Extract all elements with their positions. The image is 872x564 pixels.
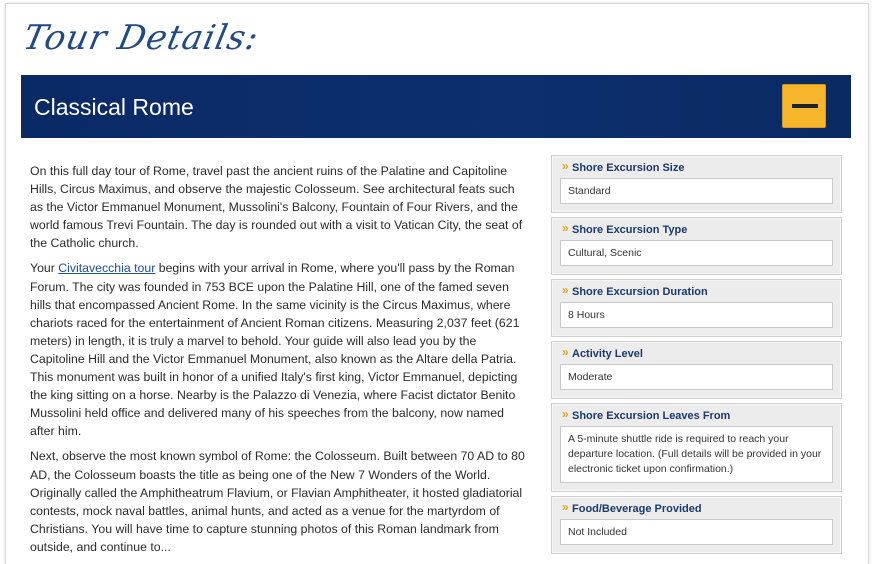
excursion-details <box>551 155 842 558</box>
chevron-right-icon: » <box>562 345 569 359</box>
tour-description <box>30 162 530 563</box>
detail-value: Not Included <box>560 519 833 545</box>
detail-activity-level <box>551 341 842 399</box>
description-p2-text: begins with your arrival in Rome, where you'll pass by the Roman Forum. The city was founded in 753 BCE upon the Palatine Hill, one of the famed seven hills that encompassed Ancient Rome. In the same vicinity is the Circus Maximus, where chariots raced for the entertainment of Ancient Roman citizens. Measuring 2,037 feet (621 meters) in length, it is truly a marvel to behold. Your guide will also lead you by the Capitoline Hill and the Victor Emmanuel Monument, also known as the Altare della Patria. This monument was built in honor of a unified Italy's first king, Victor Emmanuel, depicting the king sitting on a horse. Nearby is the Palazzo di Venezia, where Facist dictator Benito Mussolini held office and delivered many of his speeches from the balcony, now named after him. <box>30 261 520 439</box>
detail-value: Moderate <box>560 364 833 390</box>
detail-label: Shore Excursion Size <box>572 162 685 174</box>
detail-leaves-from <box>551 403 842 492</box>
minus-icon <box>792 104 818 108</box>
description-paragraph-1: On this full day tour of Rome, travel past the ancient ruins of the Palatine and Capitoline Hills, Circus Maximus, and observe the majestic Colosseum. See architectural feats such as the Victor Emmanuel Monument, Mussolini's Balcony, Fountain of Four Rivers, and the world famous Trevi Fountain. The day is rounded out with a visit to Vatican City, the seat of the Catholic church. <box>30 164 523 251</box>
detail-label: Shore Excursion Leaves From <box>572 410 731 422</box>
detail-value: Cultural, Scenic <box>560 240 833 266</box>
detail-size <box>551 155 842 213</box>
tour-banner <box>21 75 851 138</box>
detail-label: Food/Beverage Provided <box>572 503 702 515</box>
chevron-right-icon: » <box>562 407 569 421</box>
civitavecchia-tour-link[interactable]: Civitavecchia tour <box>58 261 156 276</box>
chevron-right-icon: » <box>562 159 569 173</box>
detail-value: 8 Hours <box>560 302 833 328</box>
detail-duration <box>551 279 842 337</box>
description-paragraph-2 <box>30 259 530 440</box>
tour-details-panel <box>5 3 869 564</box>
chevron-right-icon: » <box>562 221 569 235</box>
detail-label: Shore Excursion Duration <box>572 286 708 298</box>
detail-label: Shore Excursion Type <box>572 224 688 236</box>
detail-value: A 5-minute shuttle ride is required to reach your departure location. (Full details will be provided in your electronic ticket upon confirmation.) <box>560 426 833 483</box>
description-p2-prefix: Your <box>30 261 59 276</box>
detail-type <box>551 217 842 275</box>
tour-title: Classical Rome <box>34 94 194 120</box>
detail-value: Standard <box>560 178 833 204</box>
page-title: Tour Details: <box>19 18 263 58</box>
description-paragraph-3: Next, observe the most known symbol of Rome: the Colosseum. Built between 70 AD to 80 AD, the Colosseum boasts the title as being one of the New 7 Wonders of the World. Originally called the Amphitheatrum Flavium, or Flavian Amphitheater, it hosted gladiatorial contests, mock naval battles, animal hunts, and acted as a venue for the martyrdom of Christians. You will have time to capture stunning photos of this Roman landmark from outside, and continue to... <box>30 449 525 554</box>
chevron-right-icon: » <box>562 500 569 514</box>
detail-food-beverage <box>551 496 842 554</box>
chevron-right-icon: » <box>562 283 569 297</box>
detail-label: Activity Level <box>572 348 643 360</box>
collapse-button[interactable] <box>782 84 826 128</box>
